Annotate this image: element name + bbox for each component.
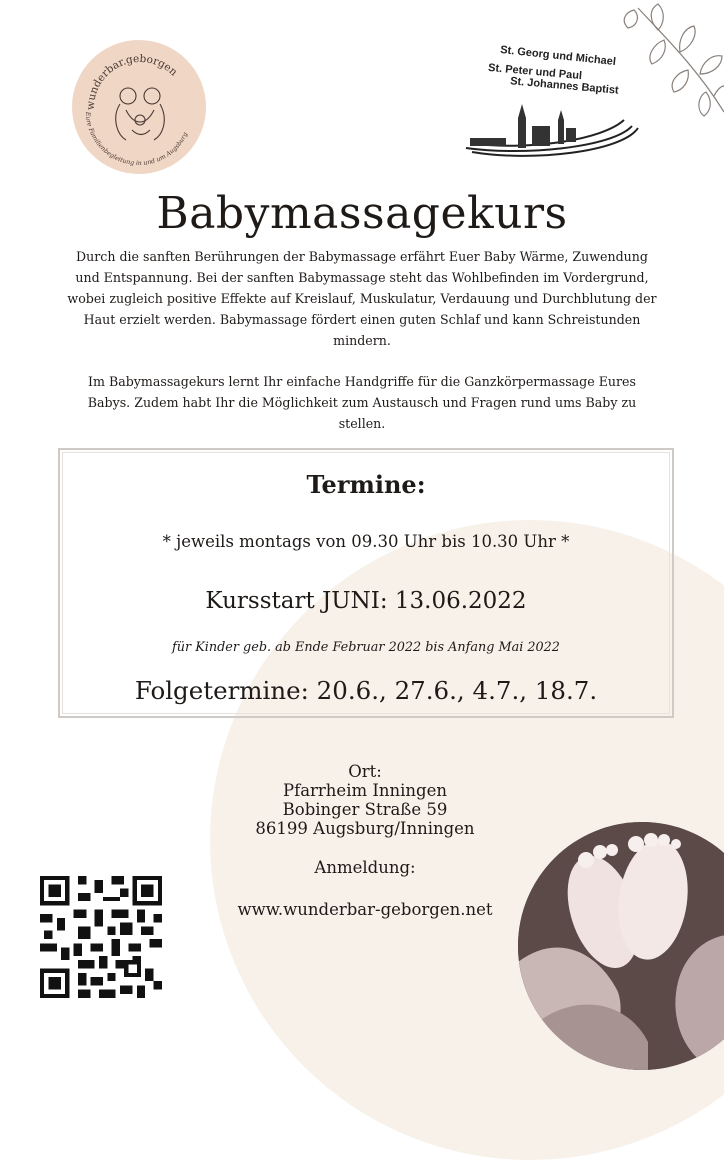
logo-tagline: Eure Familienbegleitung in und um Augsburg [83,111,190,168]
parish-line-3: St. Johannes Baptist [509,75,620,97]
kids-age-note: für Kinder geb. ab Ende Februar 2022 bis Anfang Mai 2022 [172,640,560,655]
intro-paragraph-2: Im Babymassagekurs lernt Ihr einfache Handgriffe für die Ganzkörpermassage Eures Babys. Zudem habt Ihr die Möglichkeit zum Austausch und Fragen rund ums Baby zu stellen. [87,374,637,431]
page-title: Babymassagekurs [156,188,568,239]
location-block [200,762,530,838]
svg-text:wunderbar.geborgen [85,53,180,110]
termine-box [58,448,674,718]
intro-text [66,246,658,434]
course-start: Kursstart JUNI: 13.06.2022 [205,588,527,614]
leaf-branch-icon [618,0,724,122]
registration-url[interactable]: www.wunderbar-geborgen.net [237,900,493,919]
follow-dates: Folgetermine: 20.6., 27.6., 4.7., 18.7. [134,676,598,705]
termine-time: * jeweils montags von 09.30 Uhr bis 10.30 Uhr * [162,532,570,551]
family-drawing-icon [116,88,165,140]
qr-code[interactable] [40,876,162,998]
location-label: Ort: [348,762,382,781]
parish-line-2: St. Peter und Paul [487,61,583,83]
wunderbar-geborgen-logo [72,40,206,174]
location-line-3: 86199 Augsburg/Inningen [255,819,475,838]
svg-text:Eure Familienbegleitung in und [84,111,189,167]
location-line-2: Bobinger Straße 59 [282,800,448,819]
parish-line-1: St. Georg und Michael [499,43,617,69]
logo-name: wunderbar.geborgen [84,52,180,111]
intro-paragraph-1: Durch die sanften Berührungen der Babymassage erfährt Euer Baby Wärme, Zuwendung und Entspannung. Bei der sanften Babymassage steht das Wohlbefinden im Vordergrund, wobei zugleich positive Effekte auf Kreislauf, Muskulatur, Verdauung und Durchblutung der Haut erzielt werden. Babymassage fördert einen guten Schlaf und kann Schreistunden mindern. [67,249,657,348]
location-line-1: Pfarrheim Inningen [282,781,447,800]
registration-label: Anmeldung: [314,858,416,877]
church-icon [462,40,644,162]
termine-heading: Termine: [306,470,426,499]
parish-logo [462,40,644,162]
